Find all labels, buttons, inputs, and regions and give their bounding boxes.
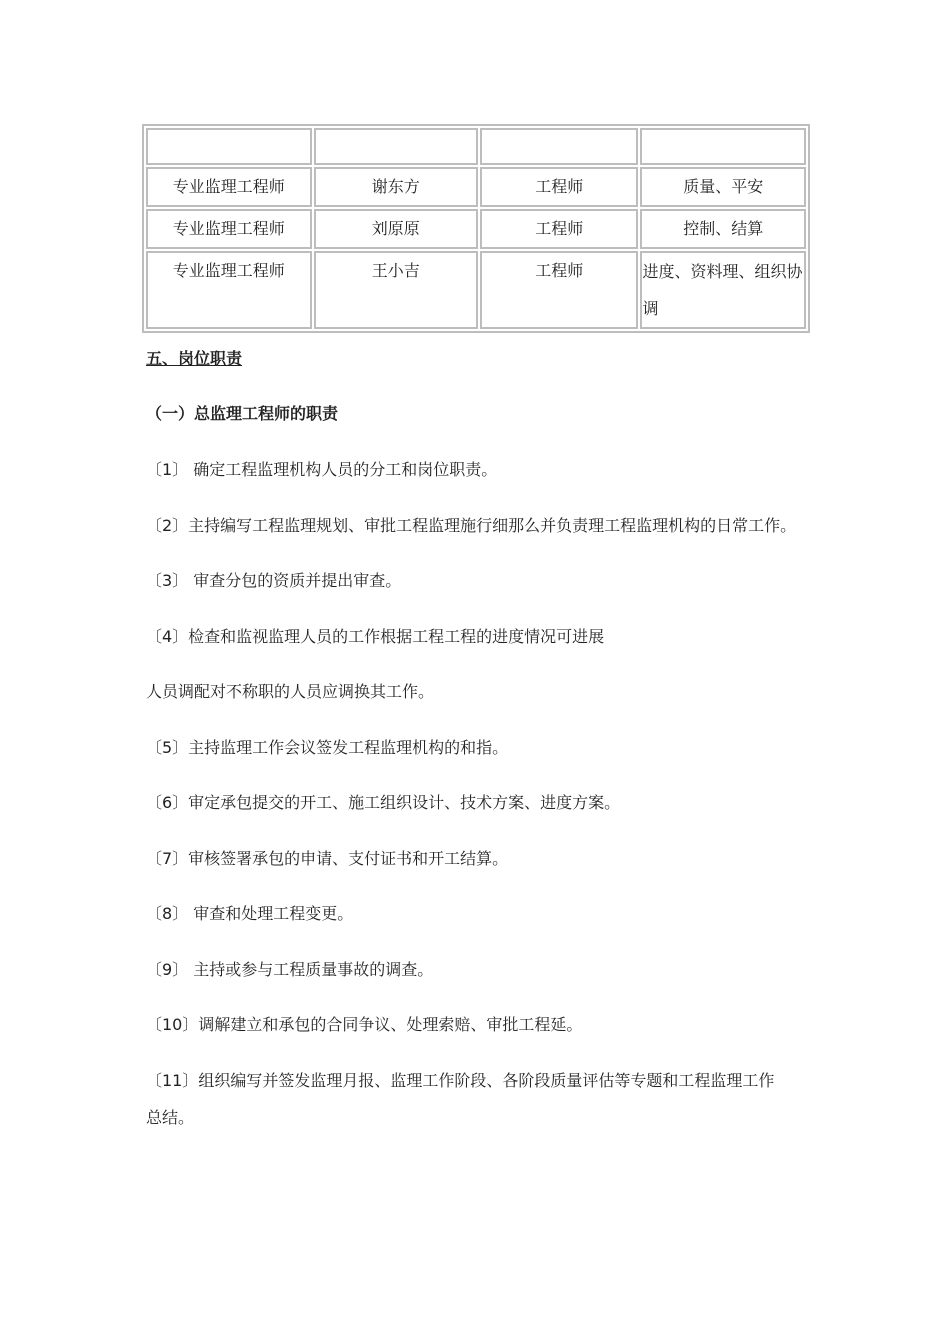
table-row [146, 128, 806, 165]
duty-item: 〔2〕主持编写工程监理规划、审批工程监理施行细那么并负责理工程监理机构的日常工作。 [146, 516, 797, 535]
duty-cell: 进度、资料理、组织协调 [640, 251, 806, 329]
duty-cell: 质量、平安 [640, 167, 806, 207]
duty-item-continuation: 人员调配对不称职的人员应调换其工作。 [146, 682, 435, 701]
duty-item: 〔1〕 确定工程监理机构人员的分工和岗位职责。 [146, 460, 498, 479]
title-cell: 工程师 [480, 209, 638, 249]
duty-item: 〔6〕审定承包提交的开工、施工组织设计、技术方案、进度方案。 [146, 793, 621, 812]
role-cell: 专业监理工程师 [146, 251, 312, 329]
subsection-title: （一）总监理工程师的职责 [146, 404, 339, 423]
duty-item: 〔7〕审核签署承包的申请、支付证书和开工结算。 [146, 849, 509, 868]
duty-item: 〔3〕 审查分包的资质并提出审查。 [146, 571, 402, 590]
title-cell: 工程师 [480, 167, 638, 207]
table-cell [146, 128, 312, 165]
role-cell: 专业监理工程师 [146, 167, 312, 207]
table-row [146, 209, 806, 249]
duty-item: 〔8〕 审查和处理工程变更。 [146, 904, 354, 923]
section-title: 五、岗位职责 [146, 349, 243, 368]
name-cell: 谢东方 [314, 167, 479, 207]
role-cell: 专业监理工程师 [146, 209, 312, 249]
duty-item: 〔4〕检查和监视监理人员的工作根据工程工程的进度情况可进展 [146, 627, 605, 646]
table-row [146, 251, 806, 329]
name-cell: 王小吉 [314, 251, 479, 329]
name-cell: 刘原原 [314, 209, 479, 249]
duty-cell: 控制、结算 [640, 209, 806, 249]
duty-item: 〔11〕组织编写并签发监理月报、监理工作阶段、各阶段质量评估等专题和工程监理工作 [146, 1071, 775, 1090]
table-cell [640, 128, 806, 165]
staff-table [142, 124, 810, 333]
title-cell: 工程师 [480, 251, 638, 329]
table-cell [314, 128, 479, 165]
duty-item: 〔5〕主持监理工作会议签发工程监理机构的和指。 [146, 738, 509, 757]
table-cell [480, 128, 638, 165]
table-row [146, 167, 806, 207]
duty-item: 〔10〕调解建立和承包的合同争议、处理索赔、审批工程延。 [146, 1015, 583, 1034]
duty-item-continuation: 总结。 [146, 1108, 195, 1127]
duty-item: 〔9〕 主持或参与工程质量事故的调查。 [146, 960, 434, 979]
